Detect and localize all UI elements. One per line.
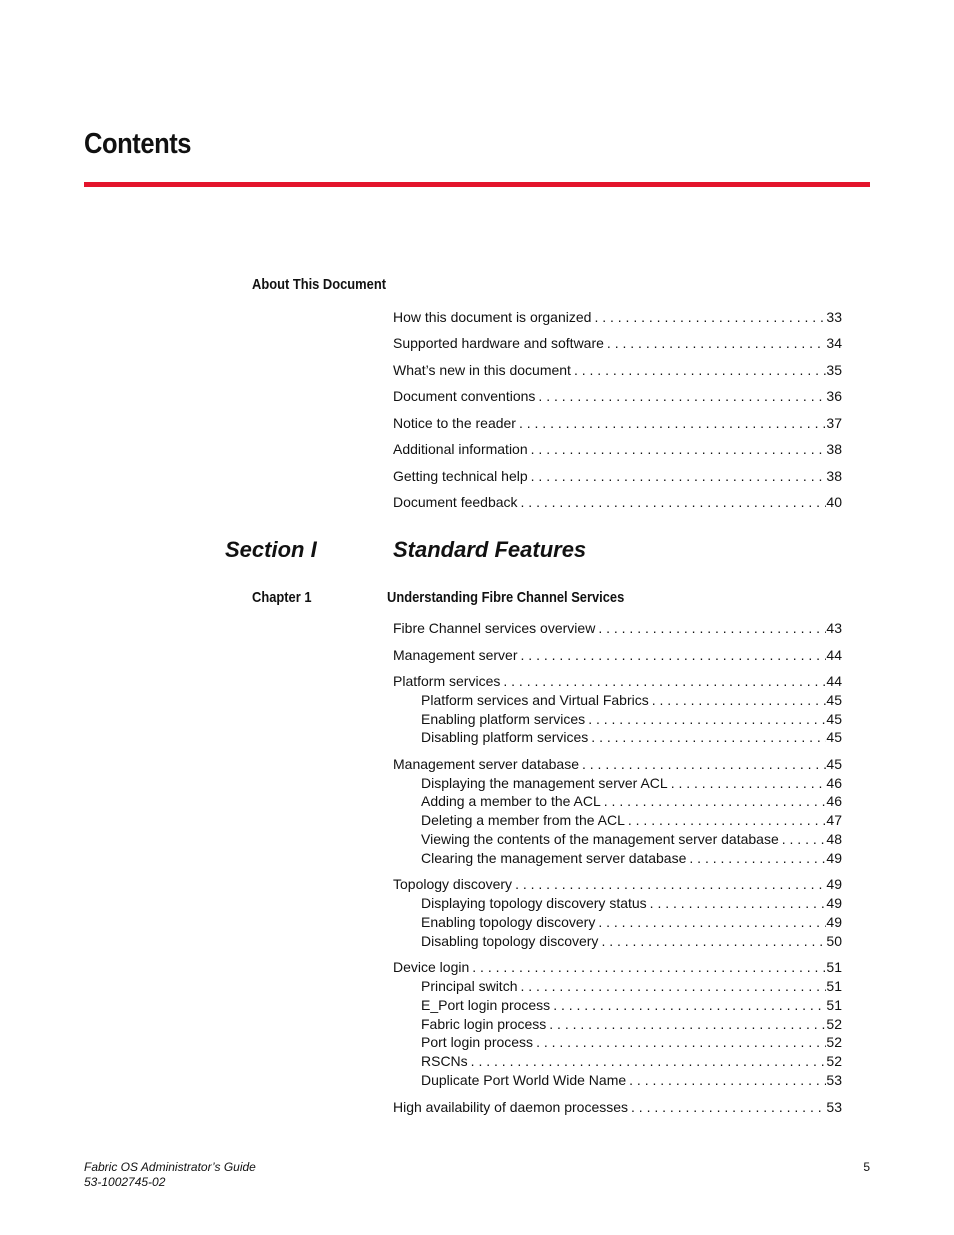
toc-entry[interactable] [421, 811, 842, 829]
toc-page-number: 38 [826, 441, 842, 457]
toc-page-number: 45 [826, 711, 842, 727]
toc-page-number: 34 [826, 335, 842, 351]
dot-leader [512, 875, 826, 893]
toc-page-number: 45 [826, 692, 842, 708]
toc-page-number: 52 [826, 1034, 842, 1050]
toc-entry-title: Deleting a member from the ACL [421, 812, 625, 828]
toc-page-number: 46 [826, 793, 842, 809]
page-title: Contents [84, 128, 192, 160]
toc-page-number: 53 [826, 1072, 842, 1088]
toc-entry[interactable] [393, 875, 842, 893]
toc-entry[interactable] [393, 414, 842, 432]
toc-entry[interactable] [421, 1052, 842, 1070]
toc-entry[interactable] [421, 913, 842, 931]
toc-page-number: 37 [826, 415, 842, 431]
dot-leader [595, 619, 826, 637]
toc-entry[interactable] [393, 308, 842, 326]
toc-entry-title: Duplicate Port World Wide Name [421, 1072, 627, 1088]
footer-doc-title: Fabric OS Administrator’s Guide [84, 1160, 256, 1174]
toc-page-number: 48 [826, 831, 842, 847]
toc-entry-title: Document feedback [393, 494, 518, 510]
toc-entry-title: Displaying the management server ACL [421, 775, 668, 791]
toc-entry-title: What’s new in this document [393, 362, 571, 378]
dot-leader [628, 1098, 826, 1116]
dot-leader [550, 996, 826, 1014]
toc-entry[interactable] [421, 849, 842, 867]
toc-entry[interactable] [421, 977, 842, 995]
toc-page-number: 49 [826, 876, 842, 892]
toc-page-number: 49 [826, 895, 842, 911]
toc-entry[interactable] [393, 387, 842, 405]
footer-document-info [84, 1160, 256, 1190]
toc-page-number: 50 [826, 933, 842, 949]
dot-leader [585, 710, 826, 728]
toc-entry-title: High availability of daemon processes [393, 1099, 629, 1115]
toc-entry[interactable] [393, 646, 842, 664]
dot-leader [535, 387, 826, 405]
toc-entry-title: Additional information [393, 441, 528, 457]
toc-entry-title: Fibre Channel services overview [393, 620, 596, 636]
dot-leader [626, 1071, 826, 1089]
title-rule [84, 182, 870, 187]
toc-entry-title: Clearing the management server database [421, 850, 687, 866]
chapter-label: Chapter 1 [252, 589, 312, 606]
toc-page-number: 45 [826, 756, 842, 772]
toc-entry-title: Viewing the contents of the management server database [421, 831, 779, 847]
toc-page-number: 52 [826, 1016, 842, 1032]
chapter-title: Understanding Fibre Channel Services [387, 589, 625, 606]
dot-leader [604, 334, 827, 352]
toc-entry-title: Adding a member to the ACL [421, 793, 601, 809]
dot-leader [588, 728, 826, 746]
toc-entry[interactable] [421, 996, 842, 1014]
toc-entry-title: Enabling topology discovery [421, 914, 596, 930]
toc-page-number: 45 [826, 729, 842, 745]
toc-entry[interactable] [421, 774, 842, 792]
toc-entry[interactable] [421, 691, 842, 709]
toc-entry[interactable] [421, 728, 842, 746]
dot-leader [625, 811, 827, 829]
toc-entry-title: RSCNs [421, 1053, 468, 1069]
dot-leader [468, 1052, 827, 1070]
toc-entry[interactable] [421, 894, 842, 912]
toc-entry[interactable] [393, 440, 842, 458]
dot-leader [518, 646, 827, 664]
toc-page-number: 36 [826, 388, 842, 404]
toc-entry-title: How this document is organized [393, 309, 592, 325]
footer-doc-number: 53-1002745-02 [84, 1175, 166, 1189]
toc-page-number: 46 [826, 775, 842, 791]
dot-leader [500, 672, 826, 690]
toc-entry-title: Displaying topology discovery status [421, 895, 647, 911]
dot-leader [601, 792, 827, 810]
toc-entry-title: Enabling platform services [421, 711, 586, 727]
toc-entry[interactable] [393, 672, 842, 690]
toc-entry[interactable] [421, 792, 842, 810]
toc-page-number: 47 [826, 812, 842, 828]
about-heading: About This Document [252, 276, 387, 293]
toc-entry-title: Topology discovery [393, 876, 513, 892]
toc-entry[interactable] [393, 467, 842, 485]
footer-page-number: 5 [863, 1160, 870, 1174]
toc-entry[interactable] [421, 710, 842, 728]
dot-leader [528, 467, 827, 485]
dot-leader [598, 932, 826, 950]
toc-entry-title: Platform services [393, 673, 501, 689]
toc-entry-title: Disabling topology discovery [421, 933, 599, 949]
dot-leader [546, 1015, 826, 1033]
toc-page-number: 51 [826, 959, 842, 975]
dot-leader [686, 849, 826, 867]
toc-entry[interactable] [393, 755, 842, 773]
toc-entry[interactable] [421, 1015, 842, 1033]
toc-entry-title: Platform services and Virtual Fabrics [421, 692, 649, 708]
dot-leader [595, 913, 826, 931]
dot-leader [579, 755, 826, 773]
dot-leader [668, 774, 827, 792]
dot-leader [528, 440, 827, 458]
dot-leader [591, 308, 826, 326]
dot-leader [516, 414, 826, 432]
dot-leader [517, 977, 826, 995]
toc-entry[interactable] [393, 334, 842, 352]
toc-page-number: 35 [826, 362, 842, 378]
toc-entry-title: Management server [393, 647, 518, 663]
toc-entry-title: Device login [393, 959, 470, 975]
dot-leader [571, 361, 826, 379]
toc-entry-title: E_Port login process [421, 997, 551, 1013]
dot-leader [533, 1033, 826, 1051]
toc-page-number: 51 [826, 978, 842, 994]
dot-leader [779, 830, 827, 848]
toc-page-number: 49 [826, 914, 842, 930]
dot-leader [647, 894, 827, 912]
toc-page-number: 33 [826, 309, 842, 325]
toc-page-number: 53 [826, 1099, 842, 1115]
toc-page-number: 38 [826, 468, 842, 484]
toc-entry-title: Fabric login process [421, 1016, 547, 1032]
toc-entry[interactable] [393, 1098, 842, 1116]
toc-page-number: 40 [826, 494, 842, 510]
toc-entry[interactable] [393, 619, 842, 637]
toc-entry-title: Principal switch [421, 978, 518, 994]
toc-entry-title: Notice to the reader [393, 415, 516, 431]
toc-entry-title: Document conventions [393, 388, 536, 404]
toc-page-number: 51 [826, 997, 842, 1013]
toc-entry-title: Port login process [421, 1034, 534, 1050]
toc-entry[interactable] [393, 361, 842, 379]
toc-entry[interactable] [421, 1071, 842, 1089]
toc-page-number: 43 [826, 620, 842, 636]
dot-leader [649, 691, 827, 709]
toc-entry-title: Supported hardware and software [393, 335, 604, 351]
section-label: Section I [225, 537, 317, 562]
toc-entry-title: Getting technical help [393, 468, 528, 484]
toc-entry[interactable] [393, 958, 842, 976]
toc-entry-title: Management server database [393, 756, 579, 772]
toc-entry[interactable] [421, 932, 842, 950]
toc-page-number: 44 [826, 647, 842, 663]
dot-leader [518, 493, 827, 511]
toc-page-number: 49 [826, 850, 842, 866]
toc-page-number: 44 [826, 673, 842, 689]
dot-leader [469, 958, 826, 976]
section-title: Standard Features [393, 537, 587, 562]
toc-entry[interactable] [421, 1033, 842, 1051]
toc-entry[interactable] [393, 493, 842, 511]
toc-entry[interactable] [421, 830, 842, 848]
toc-entry-title: Disabling platform services [421, 729, 589, 745]
toc-page-number: 52 [826, 1053, 842, 1069]
